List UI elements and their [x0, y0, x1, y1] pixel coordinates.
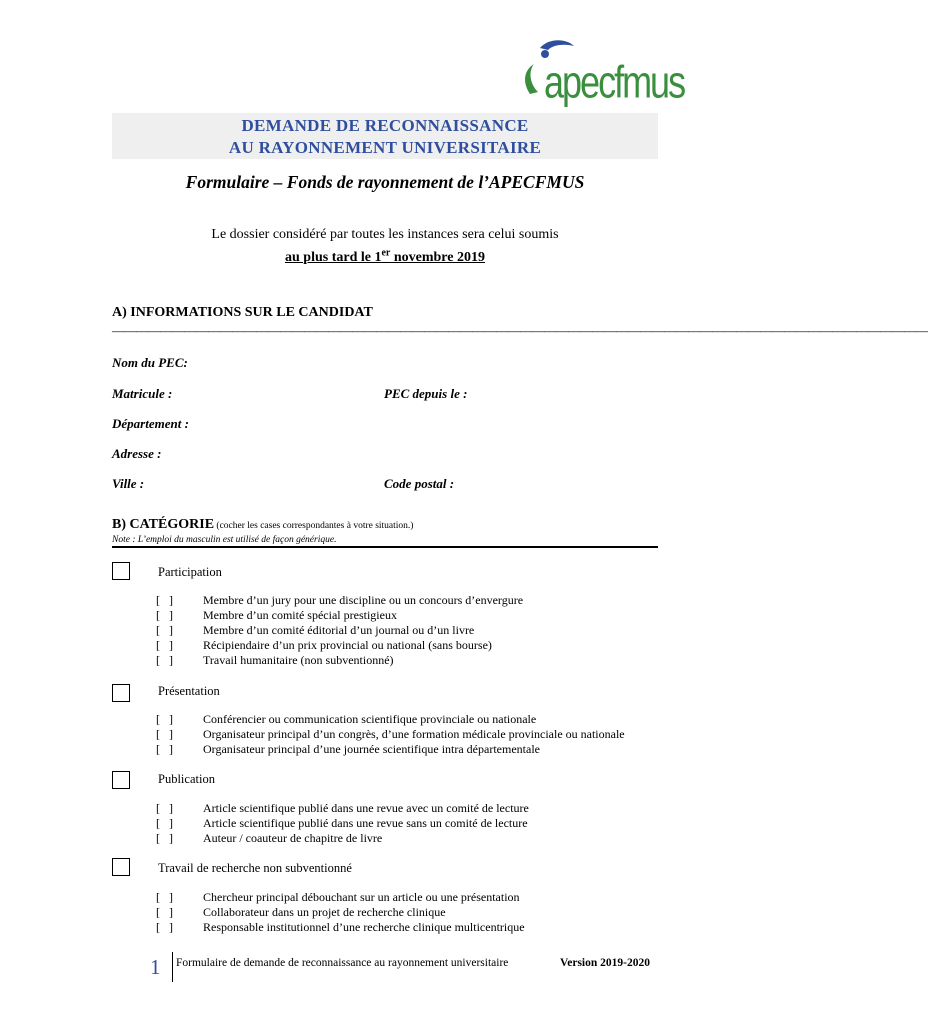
item-checkbox: [ ] — [156, 742, 176, 756]
list-item[interactable]: [ ] Chercheur principal débouchant sur un article ou une présentation — [156, 890, 520, 904]
list-item[interactable]: [ ] Auteur / coauteur de chapitre de livre — [156, 831, 383, 845]
item-checkbox: [ ] — [156, 623, 176, 637]
section-a-divider: ———————————————————————————————————————————————————————————————————— — [112, 323, 928, 338]
field-code-postal-label: Code postal : — [384, 476, 455, 491]
list-item[interactable]: [ ] Membre d’un jury pour une discipline ou un concours d’envergure — [156, 593, 524, 607]
section-a-title: A) INFORMATIONS SUR LE CANDIDAT — [112, 305, 373, 320]
section-b-hint: (cocher les cases correspondantes à votre situation.) — [214, 521, 414, 531]
category-recherche-title: Travail de recherche non subventionné — [158, 861, 352, 875]
list-item[interactable]: [ ] Responsable institutionnel d’une recherche clinique multicentrique — [156, 920, 525, 934]
field-nom-label: Nom du PEC: — [112, 355, 188, 370]
notice-line: Le dossier considéré par toutes les instances sera celui soumis — [211, 227, 559, 242]
title-line-1: DEMANDE DE RECONNAISSANCE — [241, 116, 529, 135]
item-checkbox: [ ] — [156, 653, 176, 667]
checkbox-participation[interactable] — [112, 562, 130, 580]
field-ville-label: Ville : — [112, 476, 145, 491]
field-departement-label: Département : — [112, 416, 189, 431]
field-matricule-label: Matricule : — [112, 386, 173, 401]
item-checkbox: [ ] — [156, 831, 176, 845]
item-checkbox: [ ] — [156, 801, 176, 815]
logo-wordmark: apecfmus — [544, 56, 685, 108]
section-b-title: B) CATÉGORIE (cocher les cases correspondantes à votre situation.) — [112, 517, 414, 532]
document-title — [112, 113, 658, 159]
list-item[interactable]: [ ] Organisateur principal d’un congrès, d’une formation médicale provinciale ou nationale — [156, 727, 625, 741]
submission-notice — [0, 226, 770, 267]
category-presentation-title: Présentation — [158, 684, 220, 698]
list-item[interactable]: [ ] Collaborateur dans un projet de recherche clinique — [156, 905, 446, 919]
form-subtitle: Formulaire – Fonds de rayonnement de l’APECFMUS — [185, 172, 585, 192]
title-line-2: AU RAYONNEMENT UNIVERSITAIRE — [228, 138, 542, 157]
item-checkbox: [ ] — [156, 638, 176, 652]
item-checkbox: [ ] — [156, 608, 176, 622]
checkbox-travail-recherche[interactable] — [112, 858, 130, 876]
item-checkbox: [ ] — [156, 593, 176, 607]
footer-title: Formulaire de demande de reconnaissance au rayonnement universitaire — [176, 957, 509, 969]
section-b-note: Note : L’emploi du masculin est utilisé de façon générique. — [112, 535, 337, 545]
checkbox-presentation[interactable] — [112, 684, 130, 702]
apecfmus-logo — [518, 36, 685, 108]
list-item[interactable]: [ ] Article scientifique publié dans une revue sans un comité de lecture — [156, 816, 528, 830]
deadline: au plus tard le 1er novembre 2019 — [285, 247, 485, 265]
item-checkbox: [ ] — [156, 890, 176, 904]
item-checkbox: [ ] — [156, 816, 176, 830]
list-item[interactable]: [ ] Membre d’un comité spécial prestigieux — [156, 608, 397, 622]
category-recherche-items — [156, 890, 525, 935]
footer-version: Version 2019-2020 — [560, 957, 650, 969]
category-publication-items — [156, 801, 529, 846]
item-checkbox: [ ] — [156, 712, 176, 726]
item-checkbox: [ ] — [156, 920, 176, 934]
section-b-divider — [112, 546, 658, 548]
page-number: 1 — [150, 955, 161, 979]
list-item[interactable]: [ ] Organisateur principal d’une journée scientifique intra départementale — [156, 742, 540, 756]
footer-divider — [172, 952, 173, 982]
list-item[interactable]: [ ] Travail humanitaire (non subventionné) — [156, 653, 394, 667]
list-item[interactable]: [ ] Article scientifique publié dans une revue avec un comité de lecture — [156, 801, 529, 815]
item-checkbox: [ ] — [156, 727, 176, 741]
list-item[interactable]: [ ] Membre d’un comité éditorial d’un journal ou d’un livre — [156, 623, 475, 637]
category-participation-title: Participation — [158, 565, 222, 579]
category-presentation-items — [156, 712, 625, 757]
category-participation-items — [156, 593, 523, 668]
checkbox-publication[interactable] — [112, 771, 130, 789]
field-adresse-label: Adresse : — [112, 446, 162, 461]
item-checkbox: [ ] — [156, 905, 176, 919]
field-pec-depuis-label: PEC depuis le : — [384, 386, 468, 401]
list-item[interactable]: [ ] Récipiendaire d’un prix provincial ou national (sans bourse) — [156, 638, 492, 652]
category-publication-title: Publication — [158, 772, 215, 786]
list-item[interactable]: [ ] Conférencier ou communication scientifique provinciale ou nationale — [156, 712, 537, 726]
